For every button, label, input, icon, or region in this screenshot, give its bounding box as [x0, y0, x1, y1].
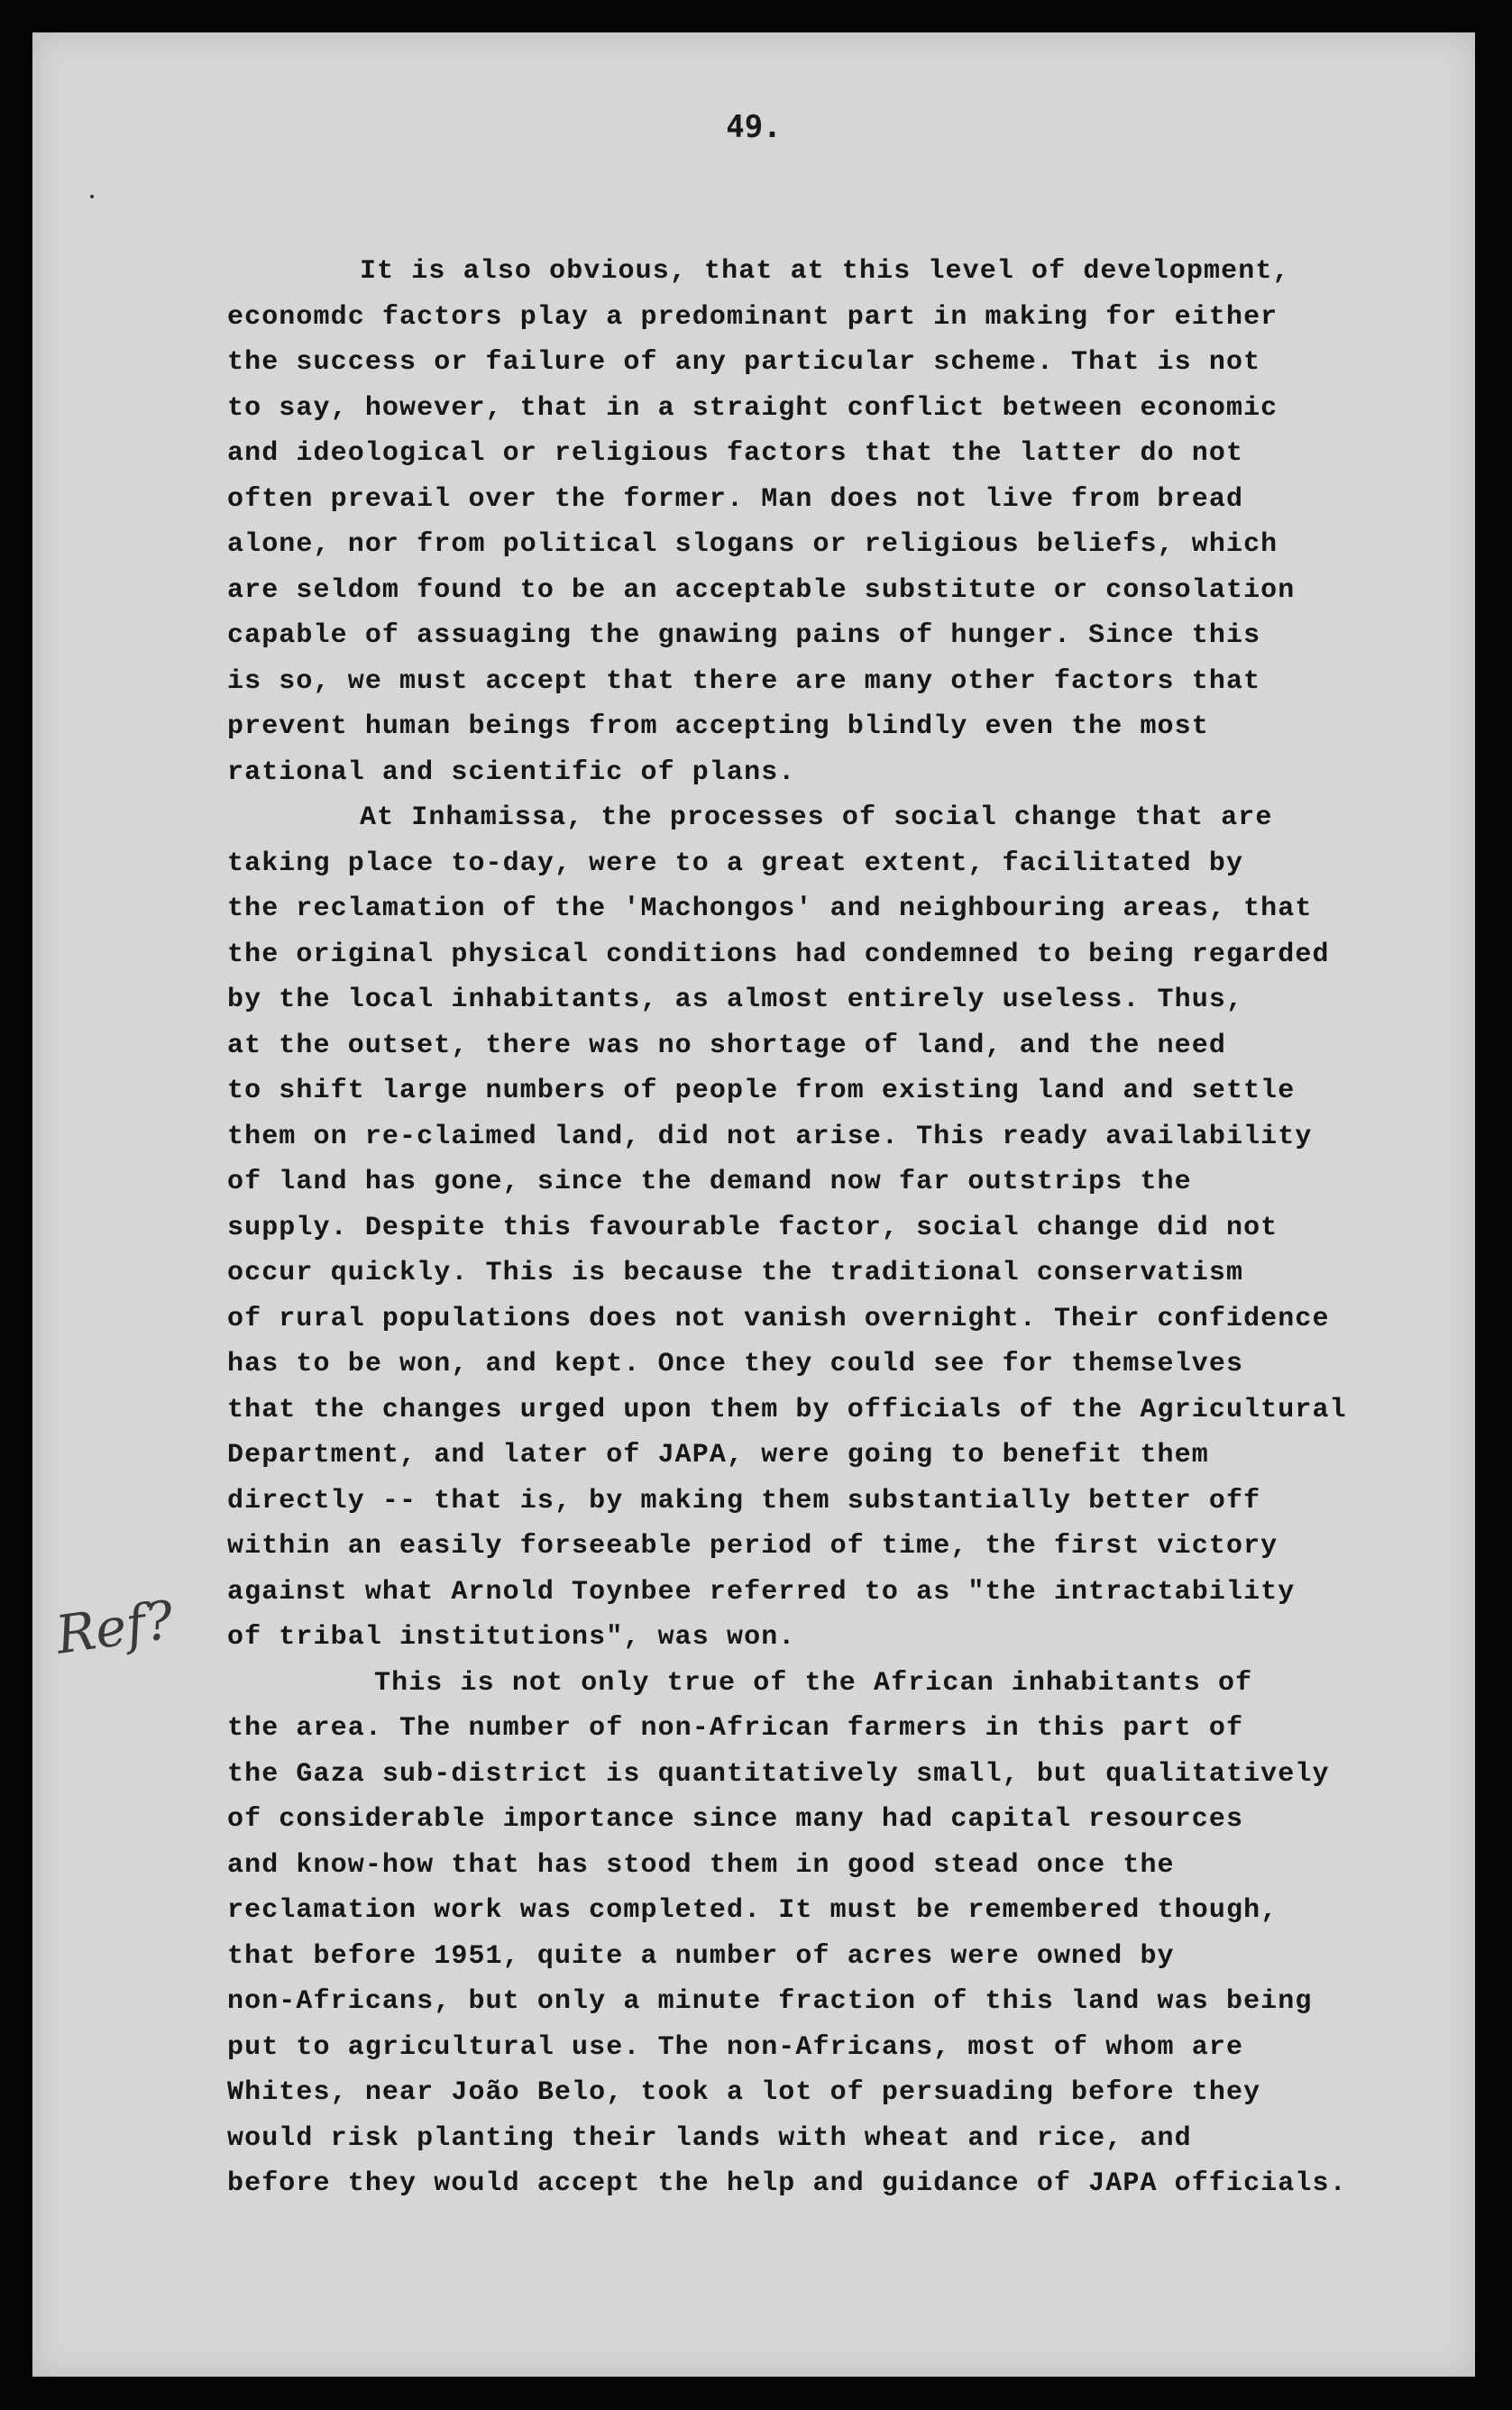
- text-line: supply. Despite this favourable factor, social change did not: [227, 1212, 1278, 1243]
- text-line: before they would accept the help and guidance of JAPA officials.: [227, 2168, 1347, 2199]
- text-line: and know-how that has stood them in good stead once the: [227, 1849, 1175, 1881]
- page-number: 49.: [726, 109, 782, 145]
- paragraph-3: [227, 1661, 1471, 2207]
- text-line: against what Arnold Toynbee referred to as "the intractability: [227, 1576, 1296, 1608]
- text-line: At Inhamissa, the processes of social change that are: [360, 802, 1273, 833]
- text-line: would risk planting their lands with wheat and rice, and: [227, 2122, 1192, 2154]
- text-line: It is also obvious, that at this level of development,: [360, 256, 1290, 287]
- paragraph-2: [227, 795, 1471, 1661]
- text-line: economdc factors play a predominant part in making for either: [227, 301, 1278, 333]
- text-line: the Gaza sub-district is quantitatively small, but qualitatively: [227, 1758, 1330, 1790]
- text-line: of land has gone, since the demand now far outstrips the: [227, 1167, 1192, 1197]
- text-line: are seldom found to be an acceptable substitute or consolation: [227, 574, 1296, 606]
- text-line: of tribal institutions", was won.: [227, 1622, 796, 1653]
- text-line: capable of assuaging the gnawing pains of hunger. Since this: [227, 620, 1261, 651]
- paper-speck: [90, 195, 94, 198]
- text-line: often prevail over the former. Man does not live from bread: [227, 483, 1244, 515]
- text-line: rational and scientific of plans.: [227, 756, 796, 788]
- text-line: that the changes urged upon them by officials of the Agricultural: [227, 1394, 1347, 1425]
- text-line: taking place to-day, were to a great extent, facilitated by: [227, 848, 1244, 879]
- text-line: by the local inhabitants, as almost entirely useless. Thus,: [227, 985, 1244, 1015]
- text-line: and ideological or religious factors that the latter do not: [227, 438, 1244, 469]
- handwritten-margin-note: Ref?: [51, 1589, 178, 1666]
- text-line: the area. The number of non-African farmers in this part of: [227, 1713, 1244, 1744]
- text-line: of rural populations does not vanish overnight. Their confidence: [227, 1303, 1330, 1334]
- text-line: them on re-claimed land, did not arise. This ready availability: [227, 1121, 1313, 1152]
- paragraph-1: [227, 249, 1471, 795]
- text-line: at the outset, there was no shortage of land, and the need: [227, 1030, 1226, 1061]
- text-line: within an easily forseeable period of time, the first victory: [227, 1531, 1278, 1562]
- text-line: put to agricultural use. The non-Africans, most of whom are: [227, 2031, 1244, 2063]
- text-line: alone, nor from political slogans or religious beliefs, which: [227, 529, 1278, 560]
- document-page: [32, 32, 1475, 2377]
- text-line: non-Africans, but only a minute fraction of this land was being: [227, 1986, 1313, 2017]
- body-text: [227, 249, 1471, 2207]
- text-line: to say, however, that in a straight conflict between economic: [227, 392, 1278, 424]
- text-line: of considerable importance since many had capital resources: [227, 1804, 1244, 1835]
- text-line: the original physical conditions had condemned to being regarded: [227, 939, 1330, 970]
- text-line: directly -- that is, by making them substantially better off: [227, 1485, 1261, 1517]
- text-line: occur quickly. This is because the traditional conservatism: [227, 1258, 1244, 1288]
- text-line: Department, and later of JAPA, were going to benefit them: [227, 1440, 1209, 1471]
- text-line: Whites, near João Belo, took a lot of persuading before they: [227, 2077, 1261, 2108]
- text-line: the success or failure of any particular scheme. That is not: [227, 347, 1261, 378]
- text-line: This is not only true of the African inhabitants of: [374, 1667, 1253, 1699]
- text-line: that before 1951, quite a number of acres were owned by: [227, 1940, 1175, 1972]
- text-line: is so, we must accept that there are many other factors that: [227, 665, 1261, 697]
- text-line: has to be won, and kept. Once they could see for themselves: [227, 1349, 1244, 1379]
- text-line: to shift large numbers of people from existing land and settle: [227, 1076, 1296, 1106]
- text-line: reclamation work was completed. It must be remembered though,: [227, 1895, 1278, 1926]
- text-line: prevent human beings from accepting blindly even the most: [227, 711, 1209, 742]
- text-line: the reclamation of the 'Machongos' and neighbouring areas, that: [227, 893, 1313, 924]
